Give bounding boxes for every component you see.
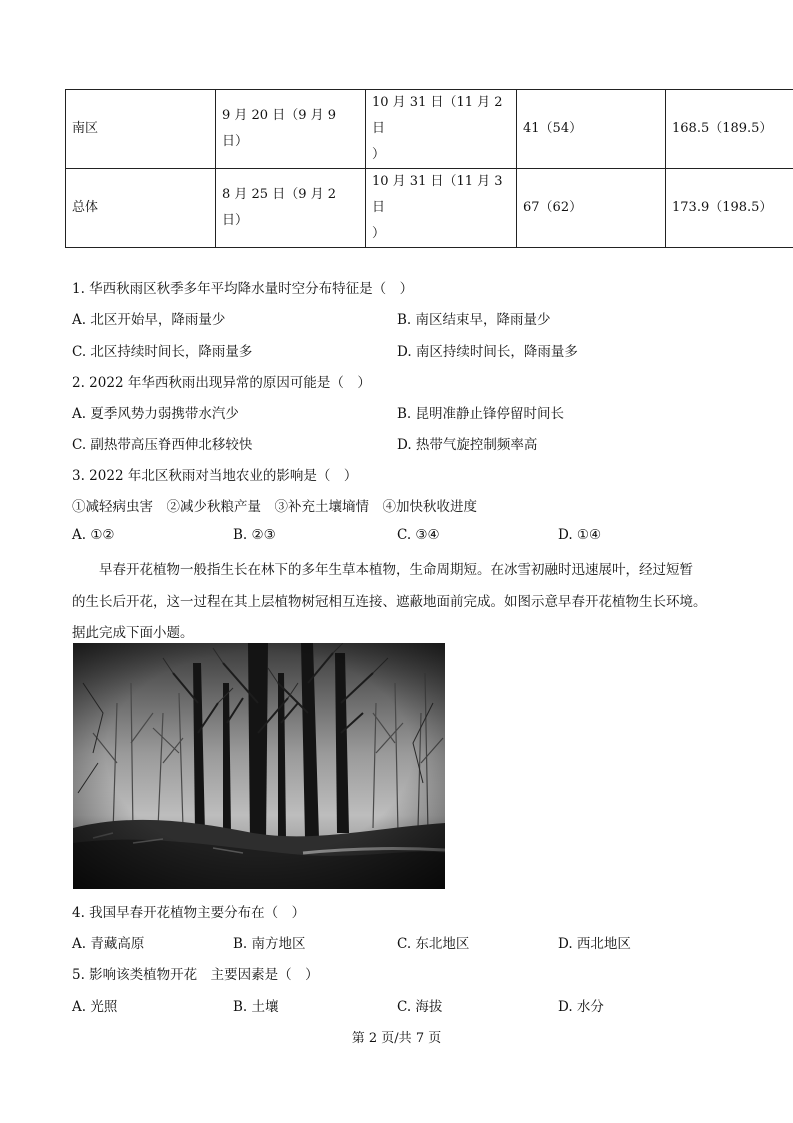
passage-line: 早春开花植物一般指生长在林下的多年生草本植物，生命周期短。在冰雪初融时迅速展叶，经过短暂 — [99, 562, 693, 578]
page-footer: 第 2 页/共 7 页 — [351, 1031, 442, 1046]
question-3-stem: 3. 2022 年北区秋雨对当地农业的影响是（ ） — [72, 468, 358, 484]
question-4-option-b: B. 南方地区 — [233, 936, 306, 952]
question-2-stem: 2. 2022 年华西秋雨出现异常的原因可能是（ ） — [72, 375, 371, 391]
question-1-option-b: B. 南区结束早，降雨量少 — [397, 312, 551, 328]
question-5-option-d: D. 水分 — [558, 999, 604, 1015]
question-2-option-a: A. 夏季风势力弱携带水汽少 — [72, 406, 239, 422]
table-cell: 南区 — [66, 90, 216, 169]
question-2-option-b: B. 昆明准静止锋停留时间长 — [397, 406, 565, 422]
forest-photo — [73, 643, 445, 889]
question-3-choices: ①减轻病虫害 ②减少秋粮产量 ③补充土壤墒情 ④加快秋收进度 — [72, 499, 477, 515]
question-1-option-d: D. 南区持续时间长，降雨量多 — [397, 344, 578, 360]
question-3-option-a: A. ①② — [72, 527, 115, 543]
passage-line: 的生长后开花，这一过程在其上层植物树冠相互连接、遮蔽地面前完成。如图示意早春开花植物生长环境。 — [72, 594, 707, 610]
question-4-stem: 4. 我国早春开花植物主要分布在（ ） — [72, 905, 306, 921]
table-cell: 10 月 31 日（11 月 2 日 ） — [366, 90, 517, 169]
table-row — [66, 169, 793, 248]
question-3-option-b: B. ②③ — [233, 527, 276, 543]
question-5-option-a: A. 光照 — [72, 999, 118, 1015]
question-5-option-b: B. 土壤 — [233, 999, 279, 1015]
table-cell: 41（54） — [517, 90, 666, 169]
data-table — [65, 89, 793, 248]
question-5-option-c: C. 海拔 — [397, 999, 443, 1015]
table-row — [66, 90, 793, 169]
question-2-option-d: D. 热带气旋控制频率高 — [397, 437, 538, 453]
question-3-option-d: D. ①④ — [558, 527, 602, 543]
passage-line: 据此完成下面小题。 — [72, 625, 194, 641]
table-cell: 8 月 25 日（9 月 2 日） — [216, 169, 366, 248]
question-1-option-a: A. 北区开始早，降雨量少 — [72, 312, 226, 328]
table-cell: 10 月 31 日（11 月 3 日 ） — [366, 169, 517, 248]
table-cell: 168.5（189.5） — [666, 90, 793, 169]
question-5-stem: 5. 影响该类植物开花 主要因素是（ ） — [72, 967, 319, 983]
question-4-option-c: C. 东北地区 — [397, 936, 470, 952]
question-1-option-c: C. 北区持续时间长，降雨量多 — [72, 344, 253, 360]
table-cell: 总体 — [66, 169, 216, 248]
question-4-option-d: D. 西北地区 — [558, 936, 631, 952]
question-1-stem: 1. 华西秋雨区秋季多年平均降水量时空分布特征是（ ） — [72, 281, 414, 297]
table-cell: 9 月 20 日（9 月 9 日） — [216, 90, 366, 169]
table-cell: 67（62） — [517, 169, 666, 248]
question-4-option-a: A. 青藏高原 — [72, 936, 145, 952]
table-cell: 173.9（198.5） — [666, 169, 793, 248]
question-2-option-c: C. 副热带高压脊西伸北移较快 — [72, 437, 253, 453]
question-3-option-c: C. ③④ — [397, 527, 440, 543]
